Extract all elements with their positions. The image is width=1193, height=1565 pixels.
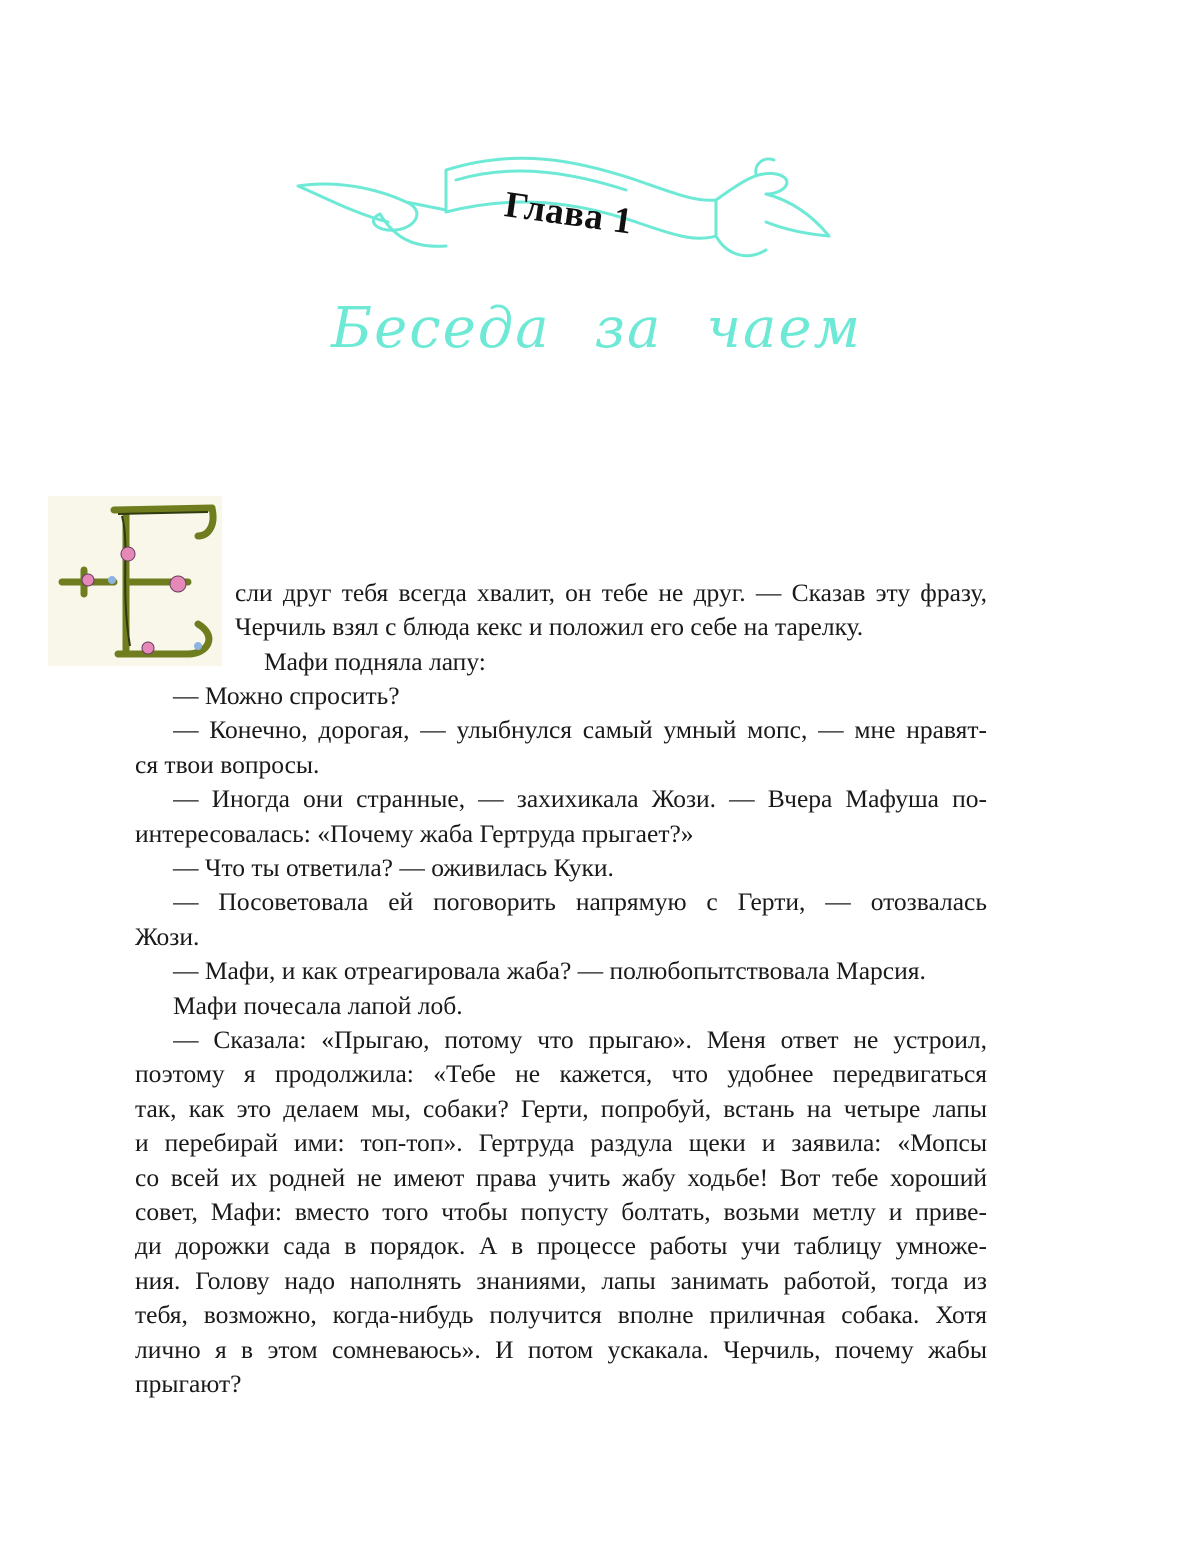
text-line: Черчиль взял с блюда кекс и положил его себе на тарелку. xyxy=(235,612,864,641)
text-line: со всей их родней не имеют права учить жабу ходьбе! Вот тебе хороший xyxy=(135,1163,987,1192)
text-line: ния. Голову надо наполнять знаниями, лапы занимать работой, тогда из xyxy=(135,1266,987,1295)
text-line: Мафи почесала лапой лоб. xyxy=(173,991,463,1020)
dropcap-letter-e xyxy=(48,496,222,666)
text-line: — Мафи, и как отреагировала жаба? — полюбопытствовала Марсия. xyxy=(173,956,926,985)
text-line: — Иногда они странные, — захихикала Жози. — Вчера Мафуша по- xyxy=(173,784,987,813)
chapter-title: Беседа за чаем xyxy=(331,296,862,361)
text-line: совет, Мафи: вместо того чтобы попусту болтать, возьми метлу и приве- xyxy=(135,1197,987,1226)
text-line: ся твои вопросы. xyxy=(135,750,320,779)
text-line: прыгают? xyxy=(135,1369,242,1398)
text-line: сли друг тебя всегда хвалит, он тебе не друг. — Сказав эту фразу, xyxy=(235,578,987,607)
text-line: так, как это делаем мы, собаки? Герти, попробуй, встань на четыре лапы xyxy=(135,1094,987,1123)
text-line: поэтому я продолжила: «Тебе не кажется, что удобнее передвигаться xyxy=(135,1059,987,1088)
chapter-label: Глава 1 xyxy=(502,184,635,243)
text-line: — Что ты ответила? — оживилась Куки. xyxy=(173,853,614,882)
text-line: ди дорожки сада в порядок. А в процессе работы учи таблицу умноже- xyxy=(135,1231,987,1260)
text-line: тебя, возможно, когда-нибудь получится вполне приличная собака. Хотя xyxy=(135,1300,987,1329)
text-line: и перебирай ими: топ-топ». Гертруда раздула щеки и заявила: «Мопсы xyxy=(135,1128,987,1157)
text-line: лично я в этом сомневаюсь». И потом ускакала. Черчиль, почему жабы xyxy=(135,1335,987,1364)
text-line: — Конечно, дорогая, — улыбнулся самый умный мопс, — мне нравят- xyxy=(173,715,987,744)
text-line: интересовалась: «Почему жаба Гертруда прыгает?» xyxy=(135,819,694,848)
text-line: — Сказала: «Прыгаю, потому что прыгаю». Меня ответ не устроил, xyxy=(173,1025,987,1054)
text-line: — Можно спросить? xyxy=(173,681,400,710)
text-line: — Посоветовала ей поговорить напрямую с Герти, — отозвалась xyxy=(173,887,987,916)
text-line: Мафи подняла лапу: xyxy=(264,647,486,676)
text-line: Жози. xyxy=(135,922,200,951)
